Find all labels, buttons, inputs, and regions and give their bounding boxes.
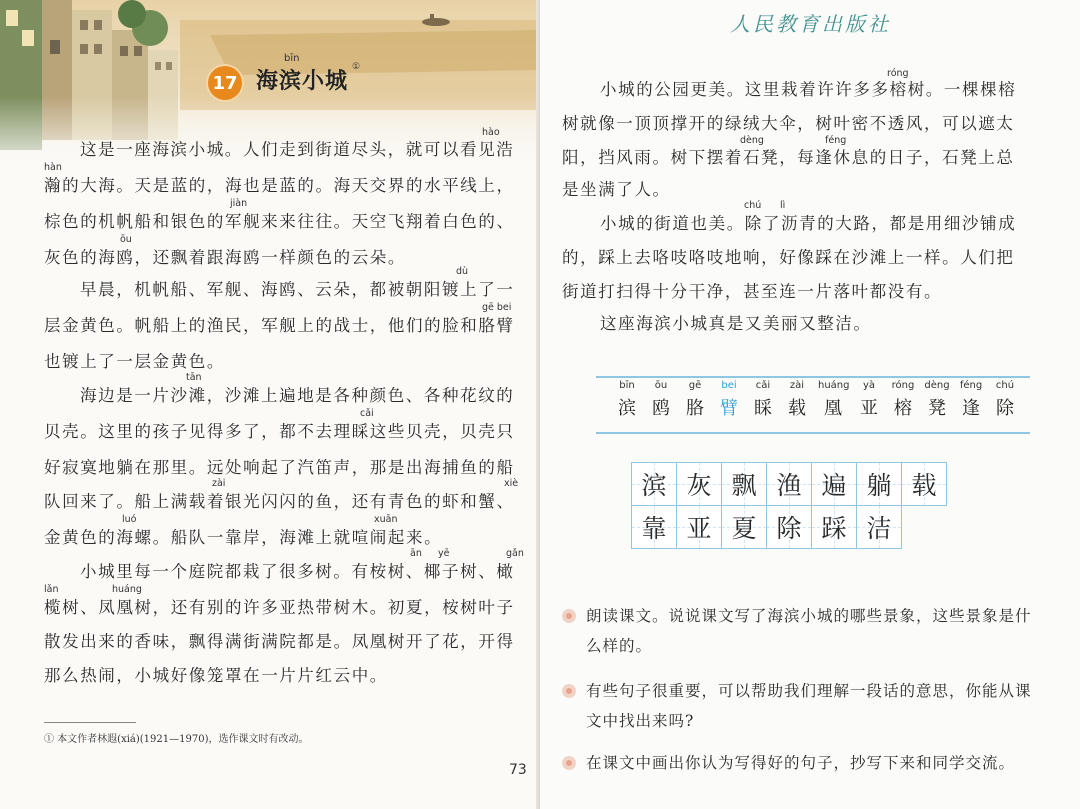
exercise-question-line: 在课文中画出你认为写得好的句子，抄写下来和同学交流。 <box>586 754 1016 772</box>
grid-cell: 渔 <box>766 462 812 506</box>
grid-cell: 除 <box>766 505 812 549</box>
text-line: 好寂寞地躺在那里。远处响起了汽笛声，那是出海捕鱼的船 <box>44 458 515 477</box>
grid-cell: 靠 <box>631 505 677 549</box>
pinyin: lì <box>780 200 786 211</box>
page-number: 73 <box>509 762 527 778</box>
new-word: huáng 凰 <box>818 380 850 419</box>
text-line: 小城的公园更美。这里栽着许许多多榕树。一棵棵榕 <box>600 80 1017 99</box>
text-line: 层金黄色。帆船上的渔民，军舰上的战士，他们的脸和胳臂 <box>44 316 515 335</box>
title-footnote-mark: ① <box>352 62 361 72</box>
text-line: 的，踩上去咯吱咯吱地响，好像踩在沙滩上一样。人们把 <box>562 248 1015 267</box>
pinyin: xiè <box>504 478 519 489</box>
title-pinyin: bīn <box>284 53 300 64</box>
text-line: 棕色的机帆船和银色的军舰来来往往。天空飞翔着白色的、 <box>44 212 515 231</box>
pinyin: hào <box>482 127 500 138</box>
new-word: dèng 凳 <box>924 380 950 419</box>
text-line: 是坐满了人。 <box>562 180 671 199</box>
pinyin: yē <box>438 548 450 559</box>
pinyin: luó <box>122 514 137 525</box>
publisher-logo: 人民教育出版社 <box>730 12 891 36</box>
text-line: 这是一座海滨小城。人们走到街道尽头，就可以看见浩 <box>80 140 515 159</box>
new-word-highlighted: bei 臂 <box>720 380 738 419</box>
pinyin: hàn <box>44 162 62 173</box>
text-line: 街道打扫得十分干净，甚至连一片落叶都没有。 <box>562 282 943 301</box>
pinyin: gē bei <box>482 302 512 313</box>
grid-cell: 躺 <box>856 462 902 506</box>
new-word: chú 除 <box>995 380 1015 419</box>
grid-cell: 飘 <box>721 462 767 506</box>
pinyin: dèng <box>740 135 764 146</box>
pinyin: huáng <box>112 584 142 595</box>
grid-cell: 载 <box>901 462 947 506</box>
grid-cell: 洁 <box>856 505 902 549</box>
grid-cell: 踩 <box>811 505 857 549</box>
pinyin: cǎi <box>360 408 374 419</box>
exercise-icon <box>562 684 576 698</box>
new-word: gē 胳 <box>686 380 704 419</box>
exercise-question-line: 朗读课文。说说课文写了海滨小城的哪些景象，这些景象是什 <box>586 607 1032 625</box>
text-line: 这座海滨小城真是又美丽又整洁。 <box>600 314 872 333</box>
pinyin: tān <box>186 372 202 383</box>
writing-grid <box>632 463 947 549</box>
new-word: róng 榕 <box>891 380 915 419</box>
pinyin: jiàn <box>230 198 248 209</box>
text-line: 金黄色的海螺。船队一靠岸，海滩上就喧闹起来。 <box>44 528 443 547</box>
pinyin: féng <box>825 135 847 146</box>
grid-cell: 遍 <box>811 462 857 506</box>
text-line: 也镀上了一层金黄色。 <box>44 352 225 371</box>
text-line: 阳，挡风雨。树下摆着石凳，每逢休息的日子，石凳上总 <box>562 148 1015 167</box>
new-word: bīn 滨 <box>618 380 636 419</box>
exercise-icon <box>562 609 576 623</box>
exercise-question-line: 么样的。 <box>586 637 653 655</box>
pinyin: gǎn <box>506 548 524 559</box>
footnote-divider <box>44 722 136 723</box>
text-line: 灰色的海鸥，还飘着跟海鸥一样颜色的云朵。 <box>44 248 406 267</box>
exercise-question-line: 有些句子很重要，可以帮助我们理解一段话的意思，你能从课 <box>586 682 1032 700</box>
writing-grid-row-1 <box>632 463 947 506</box>
new-word: yà 亚 <box>860 380 878 419</box>
text-line: 树就像一顶顶撑开的绿绒大伞，树叶密不透风，可以遮太 <box>562 114 1015 133</box>
text-line: 小城的街道也美。除了沥青的大路，都是用细沙铺成 <box>600 214 1017 233</box>
text-line: 榄树、凤凰树，还有别的许多亚热带树木。初夏，桉树叶子 <box>44 598 515 617</box>
pinyin: xuān <box>374 514 398 525</box>
text-line: 散发出来的香味，飘得满街满院都是。凤凰树开了花，开得 <box>44 632 515 651</box>
pinyin: ōu <box>120 234 132 245</box>
lesson-number-badge: 17 <box>208 66 242 100</box>
new-word: féng 逢 <box>959 380 983 419</box>
exercise-icon <box>562 756 576 770</box>
new-word: ōu 鸥 <box>652 380 670 419</box>
text-line: 贝壳。这里的孩子见得多了，都不去理睬这些贝壳，贝壳只 <box>44 422 515 441</box>
text-line: 早晨，机帆船、军舰、海鸥、云朵，都被朝阳镀上了一 <box>80 280 515 299</box>
grid-cell: 灰 <box>676 462 722 506</box>
lesson-title: 海滨小城 <box>256 68 349 94</box>
text-line: 小城里每一个庭院都栽了很多树。有桉树、椰子树、橄 <box>80 562 515 581</box>
grid-cell: 亚 <box>676 505 722 549</box>
text-line: 队回来了。船上满载着银光闪闪的鱼，还有青色的虾和蟹、 <box>44 492 515 511</box>
grid-cell: 滨 <box>631 462 677 506</box>
exercise-question-line: 文中找出来吗? <box>586 712 695 730</box>
new-word: zài 载 <box>788 380 806 419</box>
new-word: cǎi 睬 <box>754 380 772 419</box>
pinyin: dù <box>456 266 469 277</box>
pinyin: lǎn <box>44 584 59 595</box>
right-page <box>540 0 1080 809</box>
text-line: 海边是一片沙滩，沙滩上遍地是各种颜色、各种花纹的 <box>80 386 515 405</box>
pinyin: zài <box>212 478 226 489</box>
text-line: 那么热闹，小城好像笼罩在一片片红云中。 <box>44 666 388 685</box>
pinyin: chú <box>744 200 762 211</box>
pinyin: róng <box>887 68 909 79</box>
text-line: 瀚的大海。天是蓝的，海也是蓝的。海天交界的水平线上， <box>44 176 515 195</box>
pinyin: ān <box>410 548 422 559</box>
grid-cell: 夏 <box>721 505 767 549</box>
new-words-strip <box>596 376 1030 434</box>
footnote: ① 本文作者林遐(xiá)(1921—1970)，选作课文时有改动。 <box>44 734 309 745</box>
writing-grid-row-2 <box>632 506 947 549</box>
